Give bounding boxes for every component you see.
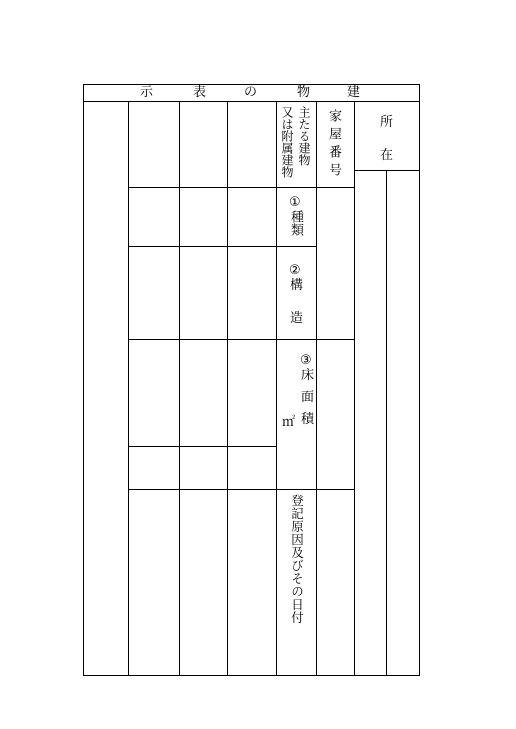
- annex-building-label: 又は附属建物: [280, 106, 294, 178]
- row-line-1: [128, 187, 354, 188]
- floor-area-label-3: 積: [301, 412, 315, 427]
- floor-area-label-1: 床: [301, 368, 315, 383]
- structure-label-2: 造: [290, 311, 304, 326]
- header-char-5: 建: [347, 85, 361, 100]
- floor-area-number: ③: [300, 353, 312, 368]
- structure-label-1: 構: [290, 278, 304, 293]
- location-divider-line: [355, 170, 419, 171]
- column-line-4: [276, 101, 277, 676]
- header-char-4: 物: [297, 85, 311, 100]
- column-line-5: [316, 101, 317, 676]
- header-char-3: の: [244, 85, 258, 100]
- kind-number: ①: [289, 195, 301, 210]
- column-line-3: [227, 101, 228, 676]
- column-line-6: [354, 101, 355, 676]
- floor-area-label-2: 面: [301, 390, 315, 405]
- location-label-2: 在: [380, 148, 394, 163]
- kind-label: 種類: [288, 210, 303, 236]
- row-line-3: [128, 339, 354, 340]
- row-line-4: [128, 446, 276, 447]
- header-char-2: 表: [193, 85, 207, 100]
- house-number-label: 家屋番号: [326, 109, 341, 181]
- structure-number: ②: [289, 263, 301, 278]
- right-border: [419, 84, 420, 676]
- location-inner-line: [386, 170, 387, 676]
- main-building-label: 主たる建物: [297, 106, 311, 166]
- row-line-5: [128, 489, 354, 490]
- column-line-1: [128, 101, 129, 676]
- bottom-border: [83, 675, 419, 676]
- registration-cause-label: 登記原因及びその日付: [289, 494, 305, 624]
- row-line-2: [128, 246, 316, 247]
- left-border: [83, 84, 84, 676]
- header-bottom-line: [83, 101, 419, 102]
- location-label-1: 所: [380, 115, 394, 130]
- header-char-1: 示: [140, 85, 154, 100]
- square-meter-unit: ㎡: [282, 415, 296, 430]
- column-line-2: [179, 101, 180, 676]
